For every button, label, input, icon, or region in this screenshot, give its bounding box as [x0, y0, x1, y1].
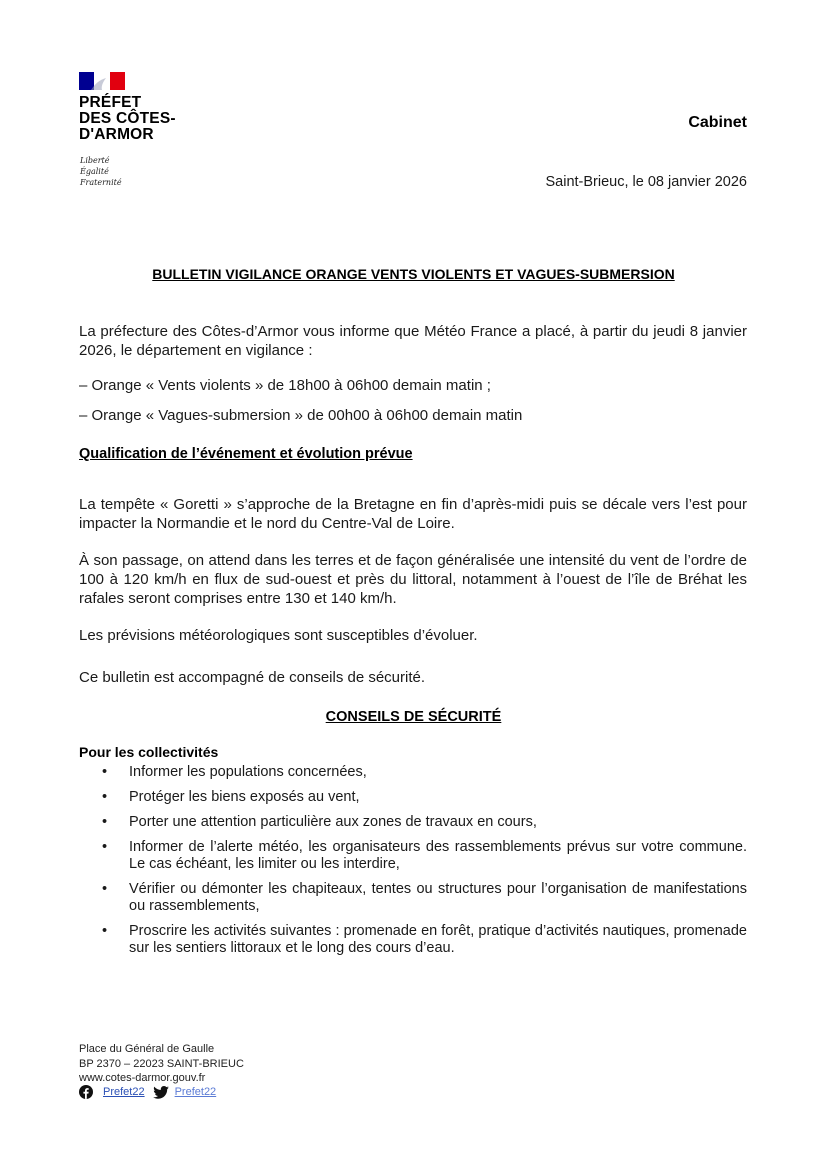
- footer-social: [79, 1085, 216, 1099]
- intro-text: La préfecture des Côtes-d’Armor vous informe que Météo France a placé, à partir du jeudi 8 janvier 2026, le département en vigilance :: [79, 323, 747, 359]
- service-name: Cabinet: [688, 114, 747, 131]
- list-item-text: Protéger les biens exposés au vent,: [129, 789, 360, 805]
- republic-flag-logo: [79, 72, 125, 90]
- list-item-text: Informer les populations concernées,: [129, 764, 367, 780]
- list-item: [79, 814, 747, 831]
- qualification-paragraph-4: Ce bulletin est accompagné de conseils de sécurité.: [79, 669, 426, 686]
- bullet-icon: •: [102, 839, 108, 855]
- list-item: [79, 881, 747, 915]
- footer-website: www.cotes-darmor.gouv.fr: [79, 1072, 206, 1084]
- bullet-icon: •: [102, 814, 108, 830]
- footer-address-line-2: BP 2370 – 22023 SAINT-BRIEUC: [79, 1057, 244, 1070]
- qualification-paragraph-2: À son passage, on attend dans les terres et de façon généralisée une intensité du vent de l’ordre de 100 à 120 km/h en flux de sud-ouest et près du littoral, notamment à l’ouest de l’île de Bréhat les rafales seront comprises entre 130 et 140 km/h.: [79, 552, 747, 607]
- qualification-paragraph-1: La tempête « Goretti » s’approche de la Bretagne en fin d’après-midi puis se décale vers l’est pour impacter la Normandie et le nord du Centre-Val de Loire.: [79, 496, 747, 532]
- place-date: Saint-Brieuc, le 08 janvier 2026: [545, 174, 747, 190]
- list-item-text: Porter une attention particulière aux zones de travaux en cours,: [129, 814, 537, 830]
- motto-liberte: Liberté: [80, 156, 110, 165]
- safety-list: [79, 764, 747, 965]
- list-item: [79, 764, 747, 781]
- bulletin-title: BULLETIN VIGILANCE ORANGE VENTS VIOLENTS ET VAGUES-SUBMERSION: [152, 266, 675, 282]
- prefecture-logo-text: [79, 95, 176, 143]
- twitter-icon[interactable]: [153, 1086, 169, 1099]
- vigilance-item-wind: – Orange « Vents violents » de 18h00 à 06h00 demain matin ;: [79, 377, 491, 394]
- list-item-text: Proscrire les activités suivantes : promenade en forêt, pratique d’activités nautiques, promenade sur les sentiers littoraux et le long des cours d’eau.: [129, 923, 747, 956]
- logo-line-1: PRÉFET: [79, 94, 142, 111]
- logo-line-3: D'ARMOR: [79, 126, 154, 143]
- qualification-heading: Qualification de l’événement et évolution prévue: [79, 446, 413, 462]
- intro-paragraph: [79, 322, 747, 360]
- footer-address: [79, 1042, 244, 1086]
- logo-line-2: DES CÔTES-: [79, 110, 176, 127]
- list-item-text: Informer de l’alerte météo, les organisateurs des rassemblements prévus sur votre commune. Le cas échéant, les limiter ou les interdire,: [129, 839, 747, 872]
- republic-motto: [80, 155, 122, 188]
- list-item: [79, 789, 747, 806]
- motto-fraternite: Fraternité: [80, 178, 122, 187]
- bullet-icon: •: [102, 881, 108, 897]
- bullet-icon: •: [102, 764, 108, 780]
- motto-egalite: Égalité: [80, 167, 109, 176]
- list-item-text: Vérifier ou démonter les chapiteaux, tentes ou structures pour l’organisation de manifestations ou rassemblements,: [129, 881, 747, 914]
- bullet-icon: •: [102, 789, 108, 805]
- facebook-icon[interactable]: [79, 1085, 93, 1099]
- bullet-icon: •: [102, 923, 108, 939]
- qualification-paragraph-3: Les prévisions météorologiques sont susceptibles d’évoluer.: [79, 627, 478, 644]
- list-item: [79, 839, 747, 873]
- facebook-link[interactable]: Prefet22: [103, 1086, 145, 1098]
- footer-address-line-1: Place du Général de Gaulle: [79, 1043, 215, 1055]
- safety-group-heading: Pour les collectivités: [79, 744, 219, 760]
- twitter-link[interactable]: Prefet22: [174, 1086, 217, 1098]
- list-item: [79, 923, 747, 957]
- vigilance-item-submersion: – Orange « Vagues-submersion » de 00h00 à 06h00 demain matin: [79, 407, 523, 424]
- safety-heading: CONSEILS DE SÉCURITÉ: [325, 709, 502, 725]
